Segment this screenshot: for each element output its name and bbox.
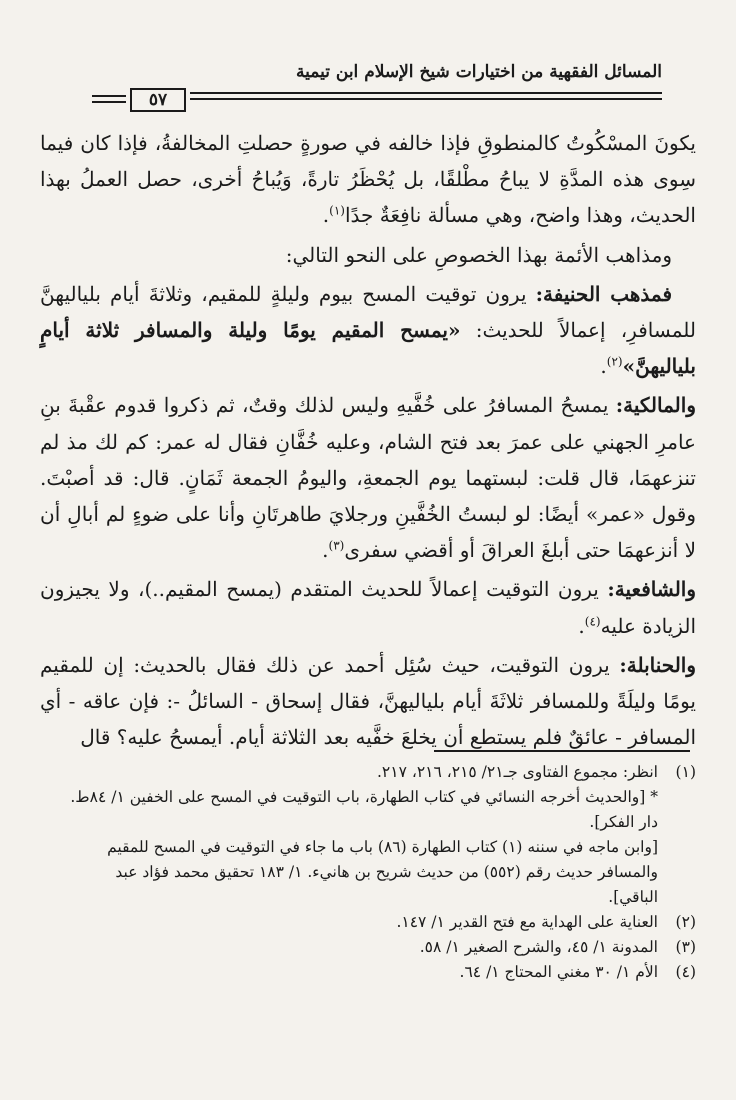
footnote-text: [وابن ماجه في سننه (١) كتاب الطهارة (٨٦) باب ما جاء في التوقيت في المسح للمقيم والمسافر حديث رقم (٥٥٢) من حديث شريح بن هانيء. ١/ ١٨٣ تحقيق محمد فؤاد عبد الباقي].: [107, 838, 658, 906]
footnote-ref-1: (١): [329, 203, 345, 218]
footnote-1: [62, 760, 696, 785]
paragraph-shafii: [40, 571, 696, 643]
footnote-separator: [434, 750, 690, 752]
paragraph-1: [40, 125, 696, 234]
paragraph-shafii-end: .: [578, 613, 585, 638]
paragraph-1-text: يكونَ المسْكُوتُ كالمنطوقِ فإذا خالفه في صورةٍ حصلتِ المخالفةُ، فإذا كان فيما سِوى هذه المدَّةِ لا يباحُ مطْلقًا، بل يُحْظَرُ تارةً، وَيُباحُ أخرى، حصل العملُ بهذا الحديث، وهذا واضح، وهي مسألة نافِعَةٌ جدًا: [40, 131, 696, 228]
footnote-number: (٤): [675, 963, 696, 981]
footnote-text: العناية على الهداية مع فتح القدير ١/ ١٤٧.: [396, 913, 658, 931]
footnote-text: المدونة ١/ ٤٥، والشرح الصغير ١/ ٥٨.: [419, 938, 658, 956]
paragraph-2: [40, 237, 696, 273]
footnote-text: انظر: مجموع الفتاوى جـ٢١/ ٢١٥، ٢١٦، ٢١٧.: [376, 763, 658, 781]
main-text: [40, 125, 696, 758]
footnote-text: * [والحديث أخرجه النسائي في كتاب الطهارة، باب التوقيت في المسح على الخفين ١/ ٨٤ط. دار الفكر].: [70, 788, 658, 831]
running-title: المسائل الفقهية من اختيارات شيخ الإسلام ابن تيمية: [296, 62, 662, 82]
paragraph-2-text: ومذاهب الأئمة بهذا الخصوصِ على النحو التالي:: [285, 242, 672, 267]
footnotes: [62, 760, 696, 985]
footnote-3: [62, 935, 696, 960]
heading-shafii: والشافعية:: [607, 577, 696, 602]
paragraph-hanafi-end: .: [600, 354, 607, 379]
footnote-2: [62, 910, 696, 935]
heading-hanbali: والحنابلة:: [619, 652, 696, 677]
header-rule-right-top: [190, 92, 662, 94]
footnote-4: [62, 960, 696, 985]
footnote-number: (٣): [675, 938, 696, 956]
paragraph-hanbali-text: يرون التوقيت، حيث سُئِل أحمد عن ذلك فقال بالحديث: إن للمقيم يومًا وليلَةً وللمسافر ثلاثَةَ أيام بلياليهنَّ، فقال إسحاق - السائلُ -: فإن عاقه - أي المسافر - عائقٌ فلم يستطع أن يخلعَ خفَّيه بعد الثلاثة أيام. أيمسحُ عليه؟ قال: [40, 652, 696, 750]
header-rule-right-bottom: [190, 98, 662, 100]
footnote-text: الأم ١/ ٣٠ مغني المحتاج ١/ ٦٤.: [459, 963, 658, 981]
header-rule-left-bottom: [92, 101, 126, 103]
paragraph-hanbali: [40, 647, 696, 756]
footnote-number: (١): [675, 763, 696, 781]
footnote-ref-4: (٤): [584, 613, 601, 628]
footnote-ref-3: (٣): [328, 538, 345, 553]
paragraph-shafii-text: يرون التوقيت إعمالاً للحديث المتقدم (يمسح المقيم..)، ولا يجيزون الزيادة عليه: [40, 577, 696, 638]
header-rule-left-top: [92, 95, 126, 97]
hadith-quote: «يمسح المقيم يومًا وليلة والمسافر ثلاثة أيامٍ بلياليهنَّ»: [40, 318, 696, 379]
footnote-number: (٢): [675, 913, 696, 931]
heading-hanafi: فمذهب الحنيفة:: [535, 281, 673, 306]
paragraph-1-end: .: [322, 203, 330, 228]
paragraph-hanafi-text: يرون توقيت المسح بيوم وليلةٍ للمقيم، وثلاثةَ أيام بلياليهنَّ للمسافرِ، إعمالاً للحديث:: [40, 281, 696, 343]
paragraph-hanafi: [40, 276, 696, 385]
footnote-1-extra: [62, 785, 696, 910]
paragraph-maliki: [40, 387, 696, 568]
page-header: [92, 62, 662, 118]
page-number: ٥٧: [130, 88, 186, 112]
paragraph-maliki-end: .: [322, 538, 329, 563]
footnote-ref-2: (٢): [606, 354, 623, 369]
paragraph-maliki-text: يمسحُ المسافرُ على خُفَّيهِ وليس لذلك وقتٌ، ثم ذكروا قدوم عقْبةَ بنِ عامرِ الجهني على عمرَ بعد فتح الشام، وعليه خُفَّانِ فقال له عمر: كم لك مذ لم تنزعهمَا، قال قلت: لبستهما يوم الجمعةِ، واليومُ الجمعة ثَمَانٍ. قال: قد أصبْتَ. وقول «عمر» أيضًا: لو لبستُ الخُفَّينِ ورجلايَ طاهرتَانِ وأنا على ضوءٍ لم أبالِ أن لا أنزعهمَا حتى أبلغَ العراقَ أو أقضي سفرى: [40, 393, 696, 563]
heading-maliki: والمالكية:: [615, 393, 696, 418]
